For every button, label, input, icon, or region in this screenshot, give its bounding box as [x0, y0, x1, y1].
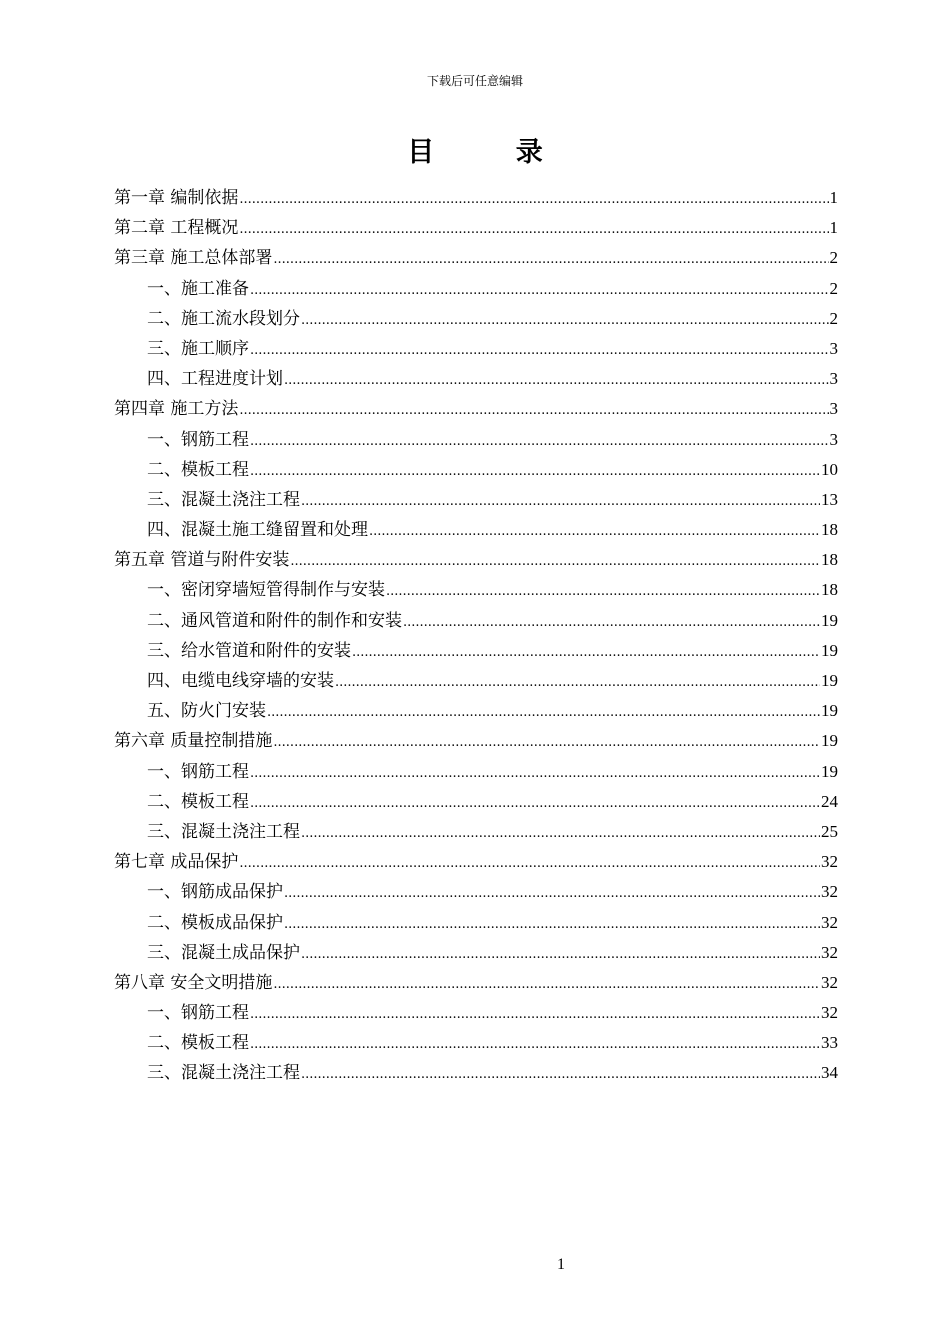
- toc-entry[interactable]: [114, 908, 838, 938]
- toc-dot-leader: [250, 336, 829, 366]
- toc-entry[interactable]: [114, 666, 838, 696]
- toc-dot-leader: [239, 849, 820, 879]
- toc-entry-label: 二、模板工程: [147, 1033, 249, 1054]
- toc-entry-label: 第一章 编制依据: [114, 188, 239, 208]
- toc-dot-leader: [301, 819, 820, 849]
- toc-dot-leader: [250, 1030, 820, 1060]
- toc-dot-leader: [239, 185, 828, 215]
- toc-entry-page: 18: [821, 550, 838, 570]
- toc-entry-page: 19: [821, 640, 838, 660]
- toc-entry-page: 2: [829, 248, 838, 268]
- toc-entry[interactable]: [114, 817, 838, 847]
- toc-entry-page: 10: [821, 459, 838, 479]
- toc-entry[interactable]: [114, 515, 838, 545]
- toc-dot-leader: [250, 1000, 820, 1030]
- toc-entry[interactable]: [114, 787, 838, 817]
- toc-entry-label: 五、防火门安装: [147, 701, 266, 722]
- table-of-contents: [114, 183, 838, 1089]
- toc-entry-page: 32: [821, 852, 838, 872]
- toc-entry-label: 一、密闭穿墙短管得制作与安装: [147, 580, 385, 601]
- toc-dot-leader: [239, 215, 828, 245]
- toc-entry-label: 第五章 管道与附件安装: [114, 550, 290, 571]
- toc-entry-label: 三、混凝土浇注工程: [147, 489, 300, 510]
- toc-entry[interactable]: [114, 304, 838, 334]
- toc-entry-page: 3: [829, 369, 838, 389]
- toc-entry-page: 19: [821, 671, 838, 690]
- page-number: 1: [557, 1256, 565, 1273]
- toc-entry-page: 32: [821, 912, 838, 932]
- toc-entry-label: 二、模板成品保护: [147, 912, 283, 933]
- toc-entry-label: 三、混凝土浇注工程: [147, 1063, 300, 1084]
- toc-dot-leader: [386, 577, 820, 607]
- toc-entry-label: 一、钢筋工程: [147, 1003, 249, 1024]
- toc-dot-leader: [290, 547, 820, 577]
- toc-entry[interactable]: [114, 1058, 838, 1088]
- toc-entry-page: 19: [821, 701, 838, 721]
- toc-dot-leader: [284, 879, 820, 909]
- toc-entry-label: 四、电缆电线穿墙的安装: [147, 671, 334, 691]
- toc-entry-label: 第六章 质量控制措施: [114, 731, 273, 752]
- toc-entry[interactable]: [114, 364, 838, 394]
- toc-entry-page: 32: [821, 882, 838, 902]
- toc-entry-label: 第四章 施工方法: [114, 399, 239, 420]
- toc-entry[interactable]: [114, 968, 838, 998]
- toc-entry-page: 1: [829, 218, 838, 238]
- toc-entry-page: 19: [821, 731, 838, 751]
- toc-entry[interactable]: [114, 757, 838, 787]
- toc-entry[interactable]: [114, 213, 838, 243]
- toc-entry-page: 34: [821, 1063, 838, 1083]
- toc-entry-page: 32: [821, 1003, 838, 1023]
- toc-entry-page: 3: [829, 429, 838, 449]
- toc-entry-label: 二、模板工程: [147, 459, 249, 480]
- toc-dot-leader: [273, 970, 820, 1000]
- toc-dot-leader: [250, 759, 820, 789]
- toc-dot-leader: [250, 457, 820, 487]
- toc-entry[interactable]: [114, 726, 838, 756]
- toc-dot-leader: [301, 306, 829, 336]
- toc-entry-label: 一、施工准备: [147, 278, 249, 299]
- toc-entry-page: 18: [821, 520, 838, 540]
- toc-entry[interactable]: [114, 545, 838, 575]
- toc-dot-leader: [284, 366, 829, 396]
- toc-entry-label: 二、施工流水段划分: [147, 308, 300, 329]
- toc-dot-leader: [267, 698, 820, 728]
- toc-dot-leader: [250, 427, 829, 457]
- toc-dot-leader: [352, 638, 820, 668]
- toc-dot-leader: [301, 1060, 820, 1090]
- toc-entry-page: 3: [829, 399, 838, 419]
- toc-entry-page: 25: [821, 821, 838, 841]
- toc-dot-leader: [273, 245, 828, 275]
- toc-dot-leader: [335, 668, 820, 698]
- toc-entry-page: 24: [821, 791, 838, 811]
- toc-entry-label: 三、混凝土成品保护: [147, 942, 300, 963]
- toc-entry[interactable]: [114, 485, 838, 515]
- toc-entry-page: 1: [829, 188, 838, 207]
- toc-entry-page: 19: [821, 610, 838, 630]
- toc-entry-label: 第三章 施工总体部署: [114, 248, 273, 269]
- toc-dot-leader: [250, 789, 820, 819]
- toc-entry[interactable]: [114, 334, 838, 364]
- toc-entry[interactable]: [114, 877, 838, 907]
- toc-entry-label: 三、施工顺序: [147, 338, 249, 359]
- toc-entry[interactable]: [114, 243, 838, 273]
- toc-dot-leader: [284, 910, 820, 940]
- toc-dot-leader: [239, 396, 828, 426]
- toc-entry-label: 四、混凝土施工缝留置和处理: [147, 520, 368, 541]
- toc-entry-label: 第七章 成品保护: [114, 852, 239, 873]
- toc-entry-label: 一、钢筋工程: [147, 429, 249, 450]
- toc-entry-page: 18: [821, 580, 838, 600]
- toc-dot-leader: [403, 608, 820, 638]
- toc-entry-label: 二、模板工程: [147, 791, 249, 812]
- toc-dot-leader: [301, 940, 820, 970]
- toc-entry[interactable]: [114, 847, 838, 877]
- page-title: 目 录: [407, 137, 579, 168]
- toc-entry-label: 三、给水管道和附件的安装: [147, 640, 351, 661]
- toc-entry[interactable]: [114, 696, 838, 726]
- toc-dot-leader: [250, 276, 829, 306]
- toc-entry-label: 第二章 工程概况: [114, 218, 239, 239]
- toc-entry-page: 32: [821, 972, 838, 992]
- toc-entry-page: 2: [829, 308, 838, 328]
- toc-dot-leader: [273, 728, 820, 758]
- toc-entry[interactable]: [114, 455, 838, 485]
- toc-entry-label: 一、钢筋工程: [147, 761, 249, 782]
- toc-entry[interactable]: [114, 274, 838, 304]
- toc-entry-page: 13: [821, 489, 838, 509]
- toc-dot-leader: [301, 487, 820, 517]
- toc-entry[interactable]: [114, 575, 838, 605]
- toc-entry[interactable]: [114, 938, 838, 968]
- toc-entry-page: 33: [821, 1033, 838, 1053]
- toc-entry-page: 32: [821, 942, 838, 962]
- toc-entry-page: 2: [829, 278, 838, 298]
- toc-entry[interactable]: [114, 998, 838, 1028]
- toc-entry[interactable]: [114, 425, 838, 455]
- toc-entry[interactable]: [114, 606, 838, 636]
- toc-entry[interactable]: [114, 1028, 838, 1058]
- toc-entry-label: 二、通风管道和附件的制作和安装: [147, 610, 402, 631]
- toc-entry[interactable]: [114, 394, 838, 424]
- toc-entry-label: 一、钢筋成品保护: [147, 882, 283, 903]
- toc-entry-page: 19: [821, 761, 838, 781]
- toc-entry[interactable]: [114, 183, 838, 213]
- toc-entry-label: 第八章 安全文明措施: [114, 972, 273, 993]
- toc-entry-page: 3: [829, 338, 838, 358]
- toc-dot-leader: [369, 517, 820, 547]
- header-note: 下载后可任意编辑: [426, 74, 523, 88]
- toc-entry[interactable]: [114, 636, 838, 666]
- toc-entry-label: 三、混凝土浇注工程: [147, 821, 300, 842]
- toc-entry-label: 四、工程进度计划: [147, 369, 283, 390]
